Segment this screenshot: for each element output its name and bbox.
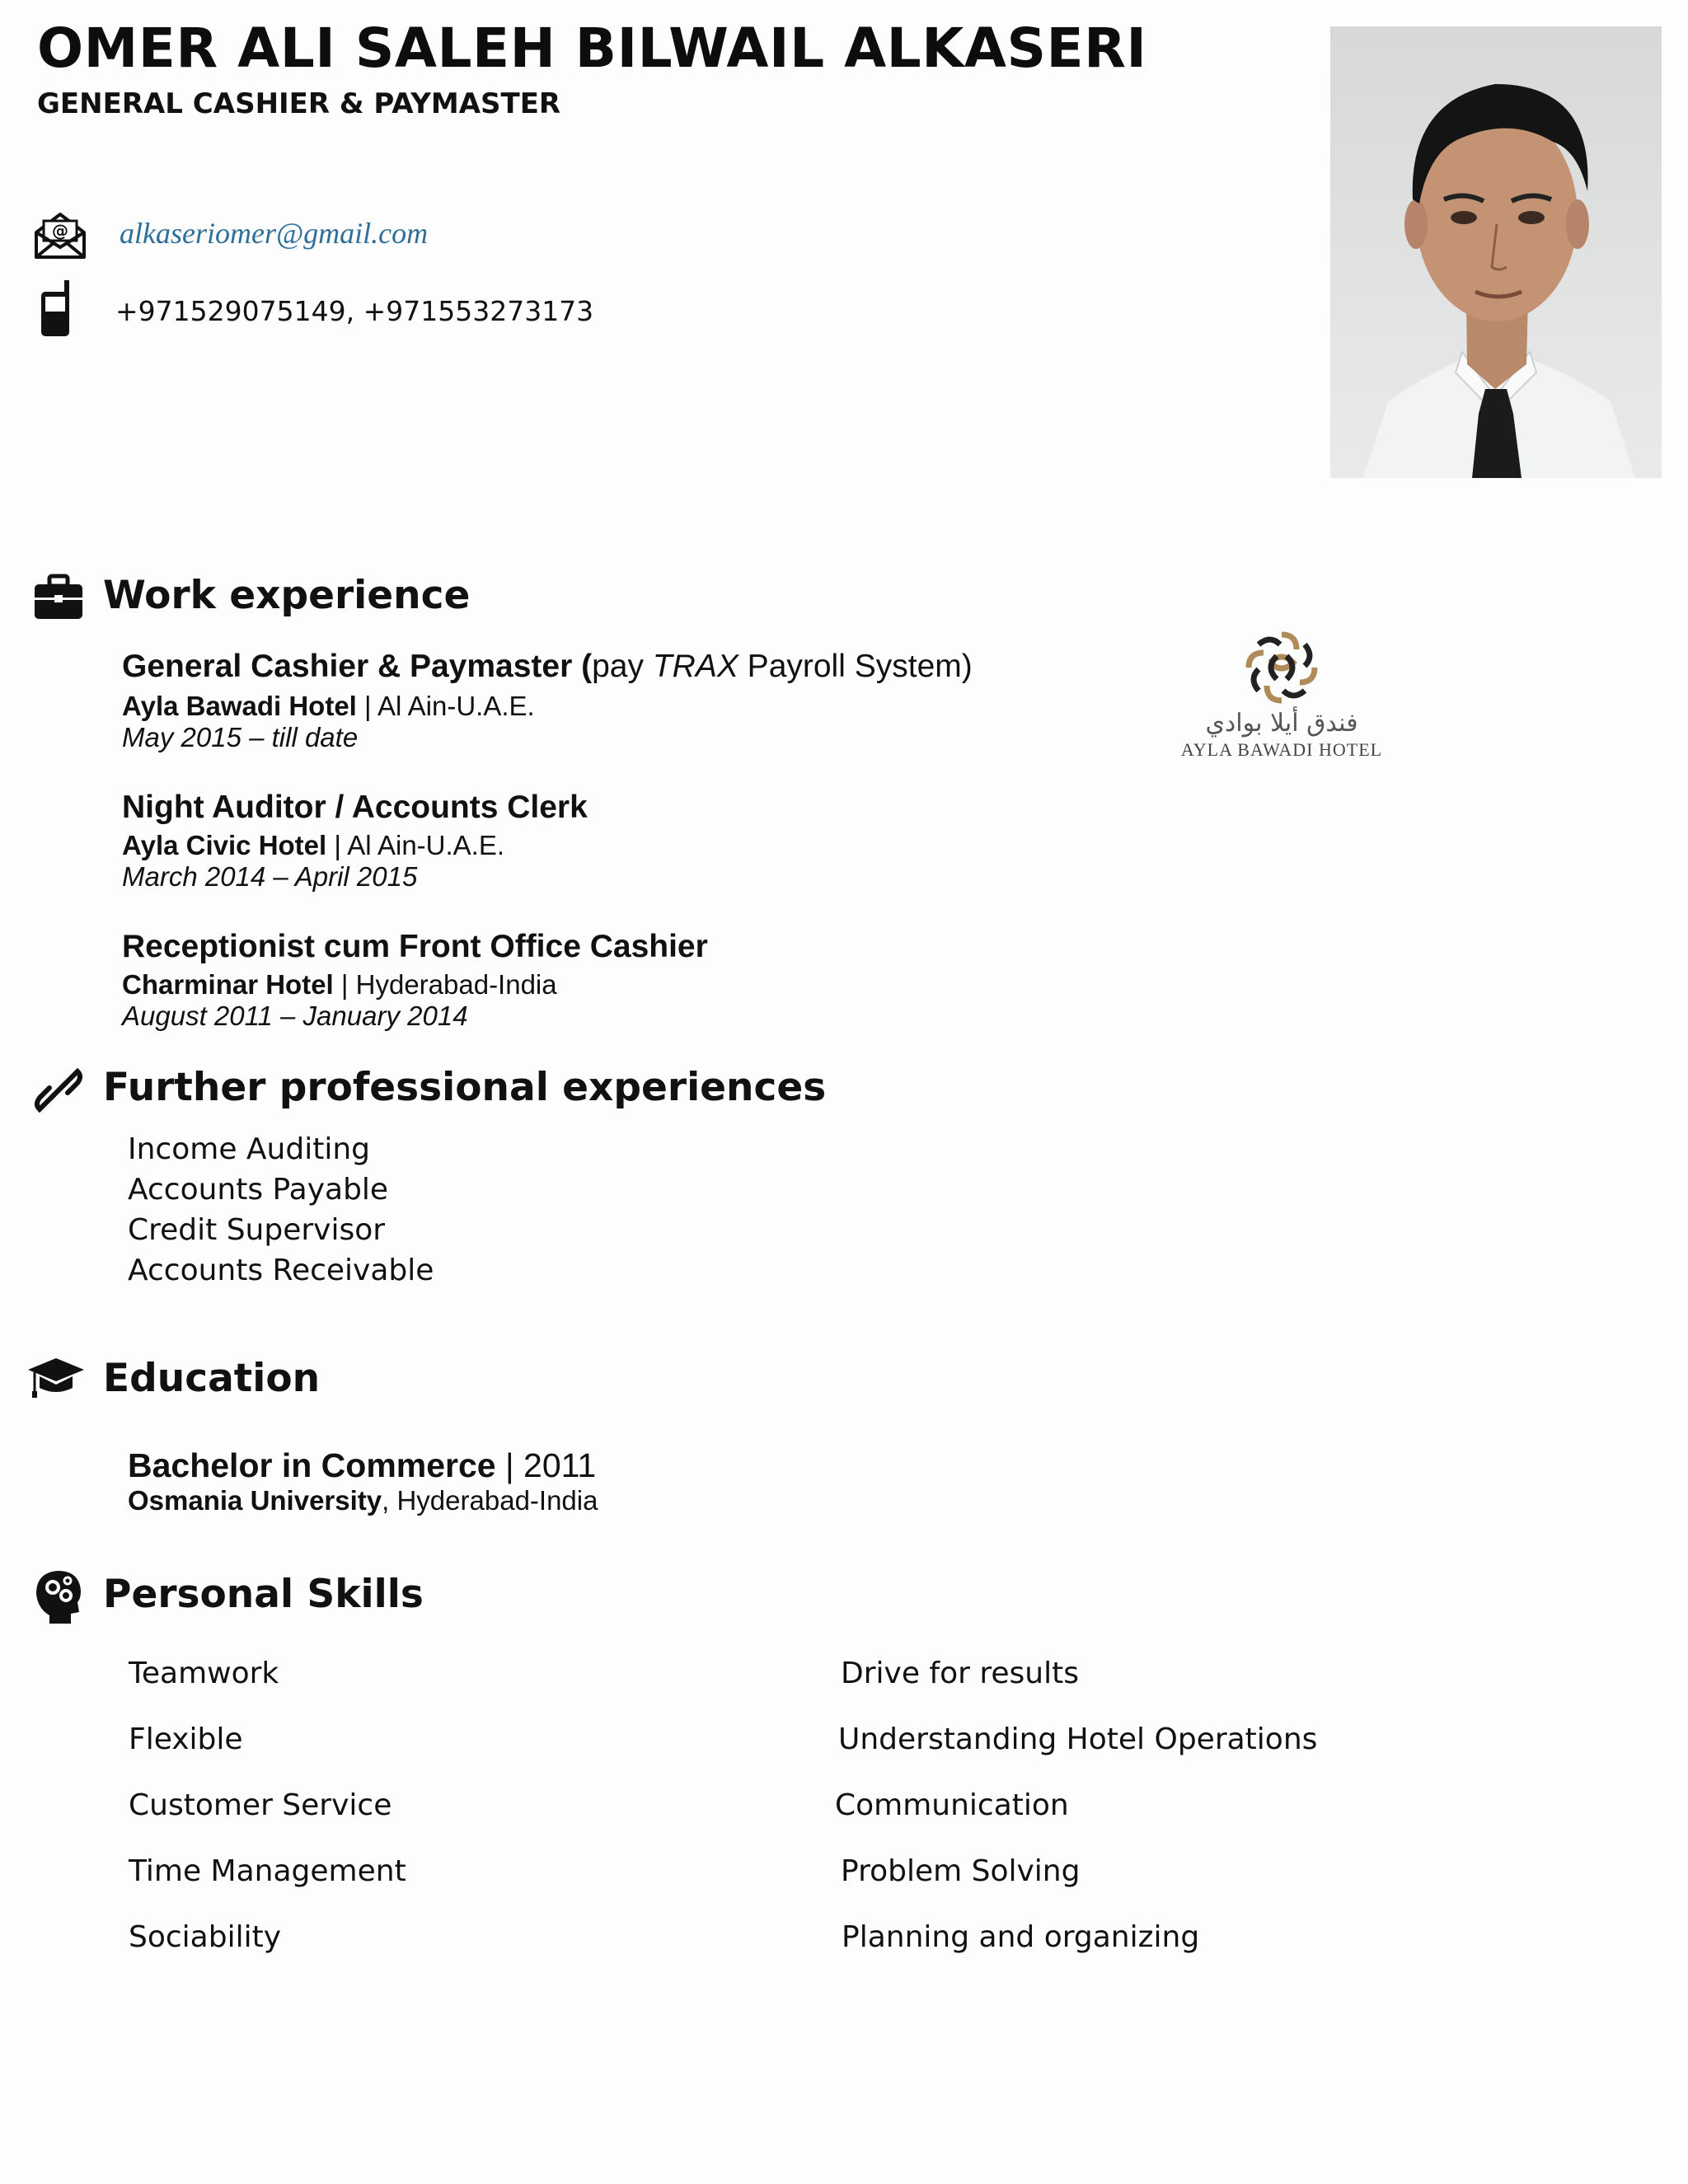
job-dates: May 2015 – till date [122,722,359,752]
job-organization: Ayla Civic Hotel | Al Ain-U.A.E. [122,830,505,860]
job-title: Receptionist cum Front Office Cashier [122,929,708,964]
job-dates: March 2014 – April 2015 [122,861,418,892]
email-link[interactable]: alkaseriomer@gmail.com [120,217,429,250]
graduation-cap-icon [26,1352,81,1406]
personal-skills-heading: Personal Skills [103,1572,424,1617]
job-title: Night Auditor / Accounts Clerk [122,790,588,825]
skill-item: Sociability [129,1920,282,1954]
svg-text:@: @ [52,221,68,241]
list-item: Income Auditing [128,1132,370,1166]
university: Osmania University, Hyderabad-India [128,1485,598,1516]
head-gears-icon [31,1568,86,1622]
skill-item: Drive for results [841,1657,1079,1690]
job-title: General Cashier & Paymaster (pay TRAX Payroll System) [122,649,973,684]
skill-item: Flexible [129,1722,243,1756]
education-heading: Education [103,1356,321,1401]
skill-item: Understanding Hotel Operations [838,1722,1318,1756]
work-experience-heading: Work experience [103,573,471,618]
job-organization: Charminar Hotel | Hyderabad-India [122,969,557,1000]
skill-item: Time Management [129,1854,406,1888]
job-organization: Ayla Bawadi Hotel | Al Ain-U.A.E. [122,691,535,721]
mobile-phone-icon [31,280,89,338]
hotel-logo-latin-text: AYLA BAWADI HOTEL [1180,739,1383,760]
skill-item: Planning and organizing [842,1920,1200,1954]
link-icon [31,1063,86,1118]
candidate-name: OMER ALI SALEH BILWAIL ALKASERI [37,16,1147,80]
candidate-title: GENERAL CASHIER & PAYMASTER [37,87,561,120]
envelope-at-icon [31,208,89,265]
job-dates: August 2011 – January 2014 [122,1001,468,1031]
hotel-logo-arabic-text: فندق أيلا بوادي [1205,709,1358,738]
skill-item: Communication [835,1788,1069,1822]
list-item: Accounts Receivable [128,1254,434,1287]
skill-item: Customer Service [129,1788,392,1822]
further-experiences-heading: Further professional experiences [103,1065,827,1110]
list-item: Accounts Payable [128,1173,389,1207]
phone-numbers: +971529075149, +971553273173 [115,295,594,327]
briefcase-icon [31,571,86,626]
skill-item: Problem Solving [841,1854,1081,1888]
list-item: Credit Supervisor [128,1213,386,1247]
degree: Bachelor in Commerce | 2011 [128,1446,597,1484]
skill-item: Teamwork [129,1657,279,1690]
profile-photo [1330,26,1662,478]
